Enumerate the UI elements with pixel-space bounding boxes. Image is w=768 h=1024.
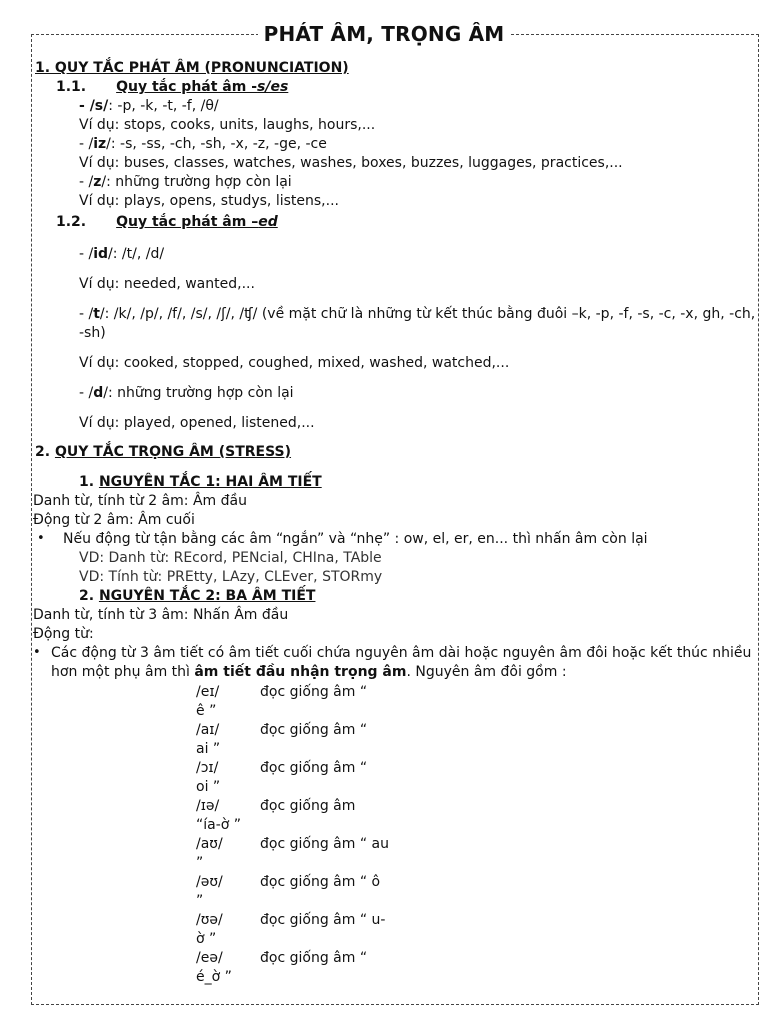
bullet-icon: • bbox=[33, 645, 41, 660]
rule-s: - /s/: -p, -k, -t, -f, /θ/ bbox=[79, 98, 219, 114]
example-z: Ví dụ: plays, opens, studys, listens,... bbox=[79, 193, 339, 209]
diphthong-symbol: /ɔɪ/ oi ” bbox=[196, 760, 221, 795]
bullet-icon: • bbox=[37, 531, 45, 546]
rule2-heading: 2. NGUYÊN TẮC 2: BA ÂM TIẾT bbox=[79, 588, 316, 604]
section2-heading: 2. QUY TẮC TRỌNG ÂM (STRESS) bbox=[35, 444, 292, 460]
rule1-heading: 1. NGUYÊN TẮC 1: HAI ÂM TIẾT bbox=[79, 474, 322, 490]
diphthong-symbol: /eə/ é_ờ ” bbox=[196, 950, 232, 985]
sub2-heading bbox=[56, 213, 278, 232]
example-iz: Ví dụ: buses, classes, watches, washes, boxes, buzzes, luggages, practices,... bbox=[79, 155, 623, 171]
sub1-label: Quy tắc phát âm -s/es bbox=[116, 79, 289, 95]
diphthong-symbol: /aɪ/ ai ” bbox=[196, 722, 221, 757]
rule-iz: - /iz/: -s, -ss, -ch, -sh, -x, -z, -ge, -ce bbox=[79, 136, 327, 152]
diphthong-desc: đọc giống âm “ u- bbox=[260, 912, 386, 928]
example-id: Ví dụ: needed, wanted,... bbox=[79, 276, 255, 292]
diphthong-symbol: /ʊə/ ờ ” bbox=[196, 912, 223, 947]
example-d: Ví dụ: played, opened, listened,... bbox=[79, 415, 315, 431]
diphthong-desc: đọc giống âm “ bbox=[260, 722, 368, 738]
rule1-noun-adj: Danh từ, tính từ 2 âm: Âm đầu bbox=[33, 493, 247, 509]
sub2-label: Quy tắc phát âm –ed bbox=[116, 214, 278, 230]
diphthong-symbol: /eɪ/ ê ” bbox=[196, 684, 220, 719]
diphthong-desc: đọc giống âm bbox=[260, 798, 356, 814]
rule-t: - /t/: /k/, /p/, /f/, /s/, /ʃ/, /ʧ/ (về mặt chữ là những từ kết thúc bằng đuôi –k, -p, -f, -s, -c, -x, gh, -ch, -sh) bbox=[79, 306, 756, 341]
rule1-bullet: Nếu động từ tận bằng các âm “ngắn” và “nhẹ” : ow, el, er, en... thì nhấn âm còn lại bbox=[63, 531, 648, 547]
sub1-number: 1.1. bbox=[56, 79, 87, 95]
diphthong-symbol: /ɪə/ “ía-ờ ” bbox=[196, 798, 242, 833]
rule1-example-noun: VD: Danh từ: REcord, PENcial, CHIna, TAble bbox=[79, 550, 382, 566]
rule1-example-adj: VD: Tính từ: PREtty, LAzy, CLEver, STORmy bbox=[79, 569, 383, 585]
diphthong-symbol: /əʊ/ ” bbox=[196, 874, 223, 909]
diphthong-symbol: /aʊ/ ” bbox=[196, 836, 223, 871]
example-t: Ví dụ: cooked, stopped, coughed, mixed, washed, watched,... bbox=[79, 355, 510, 371]
diphthong-desc: đọc giống âm “ bbox=[260, 684, 368, 700]
rule-id: - /id/: /t/, /d/ bbox=[79, 246, 165, 262]
rule2-noun-adj: Danh từ, tính từ 3 âm: Nhấn Âm đầu bbox=[33, 607, 289, 623]
page-title: PHÁT ÂM, TRỌNG ÂM bbox=[0, 21, 768, 47]
section1-heading: 1. QUY TẮC PHÁT ÂM (PRONUNCIATION) bbox=[35, 60, 349, 76]
sub1-heading bbox=[56, 78, 288, 97]
rule1-verb: Động từ 2 âm: Âm cuối bbox=[33, 512, 195, 528]
rule2-bullet: Các động từ 3 âm tiết có âm tiết cuối chứa nguyên âm dài hoặc nguyên âm đôi hoặc kết thúc nhiều hơn một phụ âm thì âm tiết đầu nhận trọng âm. Nguyên âm đôi gồm : bbox=[51, 645, 752, 680]
diphthong-desc: đọc giống âm “ au bbox=[260, 836, 389, 852]
diphthong-desc: đọc giống âm “ bbox=[260, 950, 368, 966]
diphthong-desc: đọc giống âm “ bbox=[260, 760, 368, 776]
rule2-verb: Động từ: bbox=[33, 626, 94, 642]
diphthong-desc: đọc giống âm “ ô bbox=[260, 874, 381, 890]
example-s: Ví dụ: stops, cooks, units, laughs, hours,... bbox=[79, 117, 376, 133]
rule-d: - /d/: những trường hợp còn lại bbox=[79, 385, 294, 401]
sub2-number: 1.2. bbox=[56, 214, 87, 230]
rule-z: - /z/: những trường hợp còn lại bbox=[79, 174, 292, 190]
